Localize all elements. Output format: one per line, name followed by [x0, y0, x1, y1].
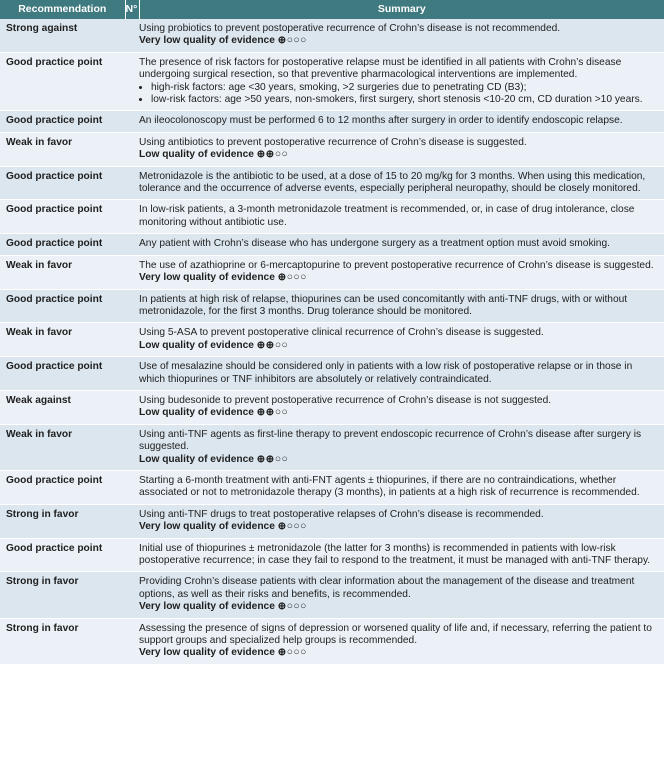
evidence-quality-label: Very low quality of evidence — [139, 601, 275, 613]
summary-cell — [139, 111, 664, 132]
evidence-quality — [139, 272, 656, 284]
summary-text: Providing Crohn’s disease patients with clear information about the management of the disease and treatment options, as well as their risks and benefits, is recommended. — [139, 576, 635, 600]
recommendation-strength: Strong in favor — [0, 618, 125, 664]
table-row — [0, 111, 664, 132]
evidence-quality-label: Low quality of evidence — [139, 453, 254, 465]
table-body — [0, 19, 664, 664]
number-cell — [125, 255, 139, 289]
summary-cell — [139, 538, 664, 572]
summary-cell — [139, 132, 664, 166]
summary-cell — [139, 572, 664, 618]
summary-text: Use of mesalazine should be considered only in patients with a low risk of postoperative relapse or in those in which thiopurines or TNF inhibitors are absolutely or relatively contraindicated. — [139, 361, 633, 385]
table-row — [0, 19, 664, 52]
summary-text: In patients at high risk of relapse, thiopurines can be used concomitantly with anti-TNF drugs, with or without metronidazole, for the first 3 months. Drug tolerance should be monitored. — [139, 293, 628, 317]
summary-cell — [139, 390, 664, 424]
table-row — [0, 132, 664, 166]
recommendation-strength: Strong in favor — [0, 504, 125, 538]
evidence-grade-icon: ⊕○○○ — [277, 35, 307, 47]
evidence-grade-icon: ⊕⊕○○ — [256, 149, 289, 161]
recommendation-strength: Strong in favor — [0, 572, 125, 618]
summary-cell — [139, 289, 664, 323]
number-cell — [125, 111, 139, 132]
recommendation-strength: Good practice point — [0, 289, 125, 323]
summary-text: Using probiotics to prevent postoperative recurrence of Crohn’s disease is not recommended. — [139, 23, 561, 34]
list-item: • low-risk factors: age >50 years, non-smokers, first surgery, short stenosis <10-20 cm, CD duration >10 years. — [151, 94, 656, 106]
table-row — [0, 289, 664, 323]
table-row — [0, 572, 664, 618]
risk-factor-list — [139, 82, 656, 107]
header-recommendation: Recommendation — [0, 0, 125, 19]
recommendation-strength: Weak in favor — [0, 323, 125, 357]
table-row — [0, 538, 664, 572]
number-cell — [125, 166, 139, 200]
evidence-grade-icon: ⊕○○○ — [277, 521, 307, 533]
list-item: • high-risk factors: age <30 years, smoking, >2 surgeries due to penetrating CD (B3); — [151, 82, 656, 94]
evidence-grade-icon: ⊕⊕○○ — [256, 407, 289, 419]
summary-cell — [139, 470, 664, 504]
recommendation-strength: Good practice point — [0, 166, 125, 200]
number-cell — [125, 424, 139, 470]
recommendation-strength: Weak in favor — [0, 132, 125, 166]
summary-text: An ileocolonoscopy must be performed 6 to 12 months after surgery in order to identify endoscopic relapse. — [139, 115, 623, 127]
number-cell — [125, 52, 139, 111]
summary-cell — [139, 166, 664, 200]
summary-cell — [139, 200, 664, 234]
evidence-quality — [139, 149, 656, 161]
number-cell — [125, 618, 139, 664]
evidence-quality-label: Low quality of evidence — [139, 407, 254, 419]
table-row — [0, 424, 664, 470]
number-cell — [125, 572, 139, 618]
number-cell — [125, 234, 139, 255]
summary-text: Using budesonide to prevent postoperative recurrence of Crohn’s disease is not suggested. — [139, 394, 552, 406]
recommendation-strength: Weak in favor — [0, 255, 125, 289]
recommendation-strength: Strong against — [0, 19, 125, 52]
evidence-quality-label: Very low quality of evidence — [139, 521, 275, 533]
number-cell — [125, 390, 139, 424]
number-cell — [125, 504, 139, 538]
summary-cell — [139, 234, 664, 255]
recommendation-strength: Good practice point — [0, 357, 125, 391]
summary-text: Assessing the presence of signs of depression or worsened quality of life and, if necessary, referring the patient to support groups and specialized help groups is recommended. — [139, 622, 652, 647]
summary-text: Metronidazole is the antibiotic to be used, at a dose of 15 to 20 mg/kg for 3 months. When using this medication, tolerance and the occurrence of adverse events, especially peripheral neuropathy, should be closely monitored. — [139, 170, 646, 195]
summary-text: Using anti-TNF agents as first-line therapy to prevent endoscopic recurrence of Crohn’s disease after surgery is suggested. — [139, 428, 642, 453]
summary-text: Initial use of thiopurines ± metronidazole (the latter for 3 months) is recommended in patients with low-risk postoperative recurrence; in case they fail to respond to the treatment, it must be managed with anti-TNF therapy. — [139, 542, 651, 566]
table-header — [0, 0, 664, 19]
summary-text: Using antibiotics to prevent postoperative recurrence of Crohn’s disease is suggested. — [139, 136, 527, 148]
table-row — [0, 357, 664, 391]
evidence-quality-label: Very low quality of evidence — [139, 35, 275, 47]
summary-text: In low-risk patients, a 3-month metronidazole treatment is recommended, or, in case of drug intolerance, close monitoring without antibiotic use. — [139, 204, 635, 228]
table-row — [0, 52, 664, 111]
number-cell — [125, 470, 139, 504]
summary-cell — [139, 357, 664, 391]
evidence-quality — [139, 407, 656, 419]
table-row — [0, 470, 664, 504]
summary-text: Using 5-ASA to prevent postoperative clinical recurrence of Crohn’s disease is suggested. — [139, 327, 544, 339]
number-cell — [125, 323, 139, 357]
recommendation-strength: Weak against — [0, 390, 125, 424]
header-summary: Summary — [139, 0, 664, 19]
table-row — [0, 390, 664, 424]
summary-cell — [139, 618, 664, 664]
recommendation-strength: Good practice point — [0, 538, 125, 572]
summary-text: Any patient with Crohn’s disease who has undergone surgery as a treatment option must avoid smoking. — [139, 238, 610, 250]
evidence-grade-icon: ⊕○○○ — [277, 647, 307, 659]
summary-text: Starting a 6-month treatment with anti-FNT agents ± thiopurines, if there are no contraindications, whether associated or not to metronidazole therapy (3 months), in patients at a high risk of recurrence is recommended. — [139, 474, 640, 499]
evidence-quality — [139, 647, 656, 659]
recommendation-strength: Good practice point — [0, 470, 125, 504]
recommendation-strength: Good practice point — [0, 111, 125, 132]
recommendation-strength: Good practice point — [0, 234, 125, 255]
table-row — [0, 323, 664, 357]
number-cell — [125, 357, 139, 391]
summary-text: The presence of risk factors for postoperative relapse must be identified in all patients with Crohn’s disease undergoing surgical resection, so that preventive pharmacological interventions are implemented. — [139, 56, 622, 81]
number-cell — [125, 19, 139, 52]
summary-cell — [139, 19, 664, 52]
evidence-quality — [139, 454, 656, 466]
summary-text: The use of azathioprine or 6-mercaptopurine to prevent postoperative recurrence of Crohn’s disease is suggested. — [139, 259, 654, 271]
number-cell — [125, 200, 139, 234]
table-row — [0, 255, 664, 289]
evidence-quality-label: Very low quality of evidence — [139, 272, 275, 284]
header-number: N° — [125, 0, 139, 19]
evidence-quality — [139, 35, 656, 47]
number-cell — [125, 289, 139, 323]
summary-text: Using anti-TNF drugs to treat postoperative relapses of Crohn’s disease is recommended. — [139, 508, 544, 520]
recommendation-strength: Weak in favor — [0, 424, 125, 470]
evidence-quality-label: Low quality of evidence — [139, 149, 254, 161]
table-row — [0, 234, 664, 255]
evidence-grade-icon: ⊕⊕○○ — [256, 453, 289, 465]
summary-cell — [139, 255, 664, 289]
evidence-quality-label: Very low quality of evidence — [139, 647, 275, 659]
evidence-quality — [139, 521, 656, 533]
table-row — [0, 166, 664, 200]
evidence-quality — [139, 601, 656, 613]
recommendation-strength: Good practice point — [0, 200, 125, 234]
summary-cell — [139, 52, 664, 111]
evidence-quality-label: Low quality of evidence — [139, 339, 254, 351]
table-row — [0, 618, 664, 664]
number-cell — [125, 132, 139, 166]
summary-cell — [139, 424, 664, 470]
evidence-grade-icon: ⊕○○○ — [277, 272, 307, 284]
table-row — [0, 200, 664, 234]
table-row — [0, 504, 664, 538]
summary-cell — [139, 504, 664, 538]
evidence-grade-icon: ⊕⊕○○ — [256, 339, 289, 351]
recommendation-strength: Good practice point — [0, 52, 125, 111]
number-cell — [125, 538, 139, 572]
summary-cell — [139, 323, 664, 357]
evidence-quality — [139, 340, 656, 352]
evidence-grade-icon: ⊕○○○ — [277, 601, 307, 613]
